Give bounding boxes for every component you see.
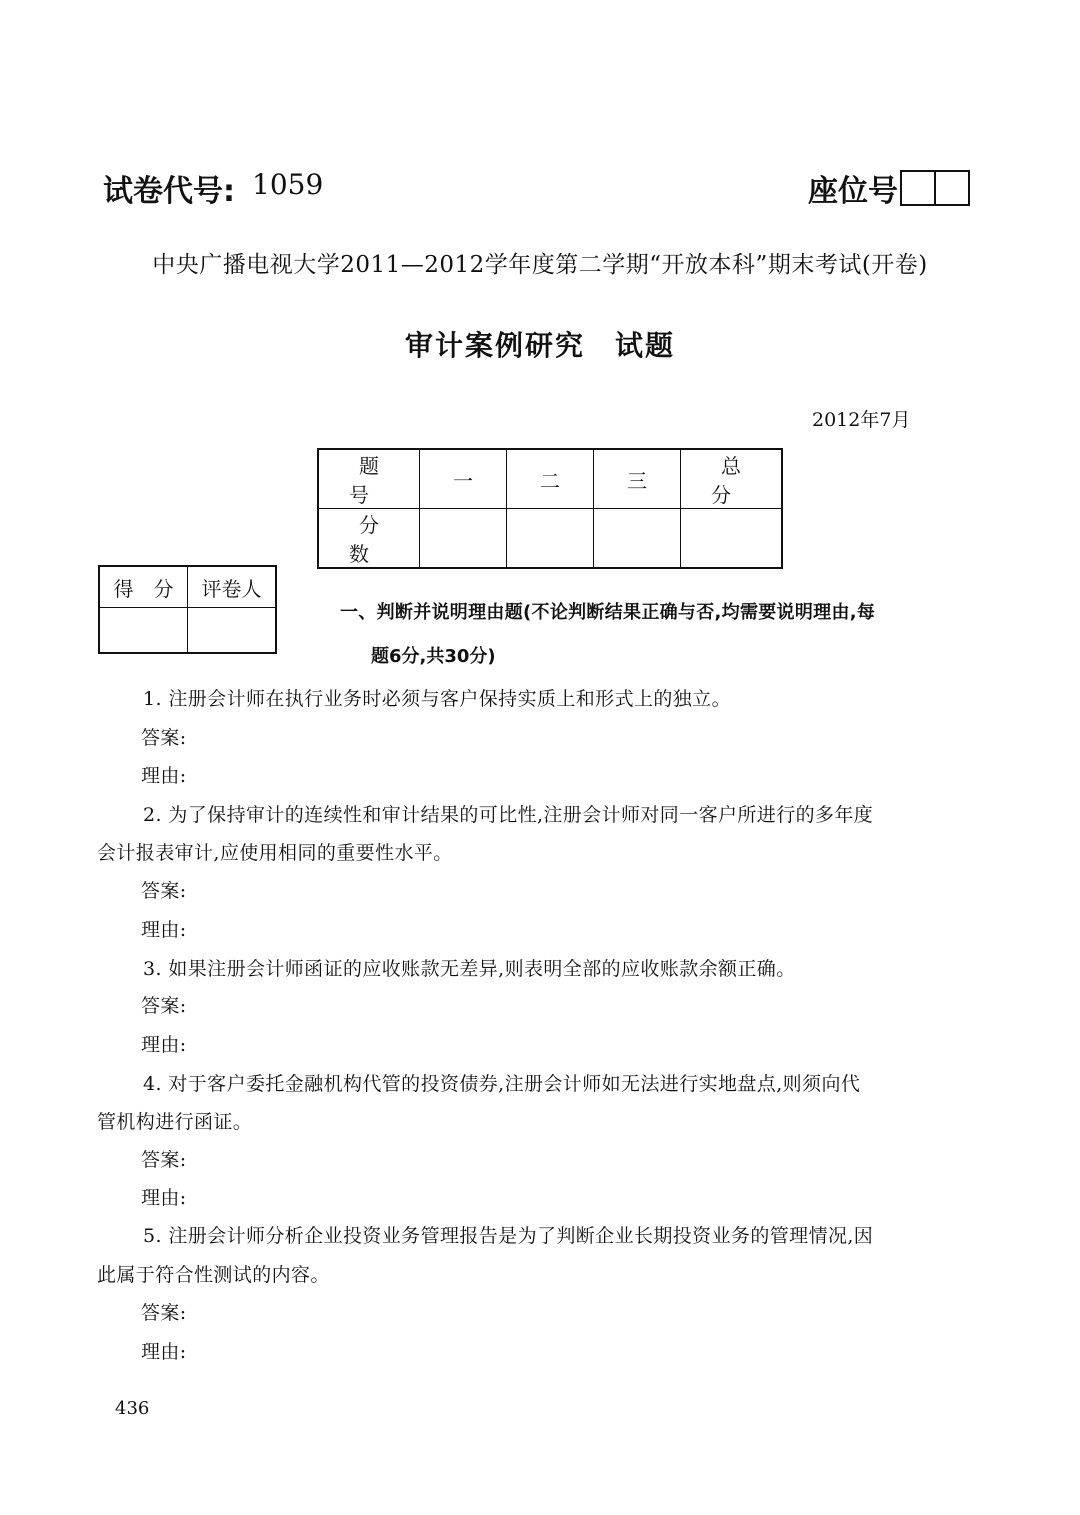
page-number: 436 (115, 1398, 150, 1419)
question-3-text: 3. 如果注册会计师函证的应收账款无差异,则表明全部的应收账款余额正确。 (143, 958, 796, 980)
score-table-blank-cell (681, 509, 783, 569)
question-2-text-continued: 会计报表审计,应使用相同的重要性水平。 (97, 842, 453, 864)
score-table-score-row (318, 509, 782, 569)
score-table-cell: 一 (420, 449, 507, 509)
seat-number (808, 166, 970, 210)
grader-table (98, 565, 277, 654)
question-1-reason: 理由: (141, 765, 187, 787)
question-4-reason: 理由: (141, 1187, 187, 1209)
score-table-blank-cell (594, 509, 681, 569)
grader-table-blank-cell (188, 608, 277, 654)
question-5-text: 5. 注册会计师分析企业投资业务管理报告是为了判断企业长期投资业务的管理情况,因 (143, 1225, 874, 1247)
score-table (317, 448, 801, 569)
grader-table-score-label: 得 分 (99, 566, 188, 608)
question-3-reason: 理由: (141, 1034, 187, 1056)
question-1-answer: 答案: (141, 727, 187, 749)
grader-table-grader-label: 评卷人 (188, 566, 277, 608)
section-heading: 一、判断并说明理由题(不论判断结果正确与否,均需要说明理由,每 (340, 602, 876, 623)
seat-number-label: 座位号 (808, 174, 898, 209)
paper-code-value: 1059 (252, 168, 324, 201)
question-5-reason: 理由: (141, 1341, 187, 1363)
course-title: 审计案例研究 试题 (404, 329, 675, 362)
score-table-cell: 题 号 (318, 449, 420, 509)
question-2-text: 2. 为了保持审计的连续性和审计结果的可比性,注册会计师对同一客户所进行的多年度 (143, 804, 874, 826)
paper-code-label: 试卷代号: (103, 174, 235, 209)
question-2-reason: 理由: (141, 919, 187, 941)
score-table-cell: 分 数 (318, 509, 420, 569)
score-table-cell: 三 (594, 449, 681, 509)
question-1-text: 1. 注册会计师在执行业务时必须与客户保持实质上和形式上的独立。 (143, 688, 731, 710)
question-3-answer: 答案: (141, 995, 187, 1017)
section-heading-continued: 题6分,共30分) (371, 646, 496, 667)
question-2-answer: 答案: (141, 880, 187, 902)
score-table-header-row (318, 449, 782, 509)
question-5-answer: 答案: (141, 1302, 187, 1324)
exam-date: 2012年7月 (812, 409, 911, 431)
question-4-text-continued: 管机构进行函证。 (97, 1111, 253, 1133)
exam-title: 中央广播电视大学2011—2012学年度第二学期“开放本科”期末考试(开卷) (152, 252, 928, 278)
score-table-cell: 总 分 (681, 449, 783, 509)
question-4-answer: 答案: (141, 1149, 187, 1171)
seat-number-boxes (900, 170, 970, 206)
question-5-text-continued: 此属于符合性测试的内容。 (97, 1264, 330, 1286)
score-table-cell: 二 (507, 449, 594, 509)
grader-table-blank-cell (99, 608, 188, 654)
score-table-blank-cell (507, 509, 594, 569)
question-4-text: 4. 对于客户委托金融机构代管的投资债券,注册会计师如无法进行实地盘点,则须向代 (143, 1073, 861, 1095)
